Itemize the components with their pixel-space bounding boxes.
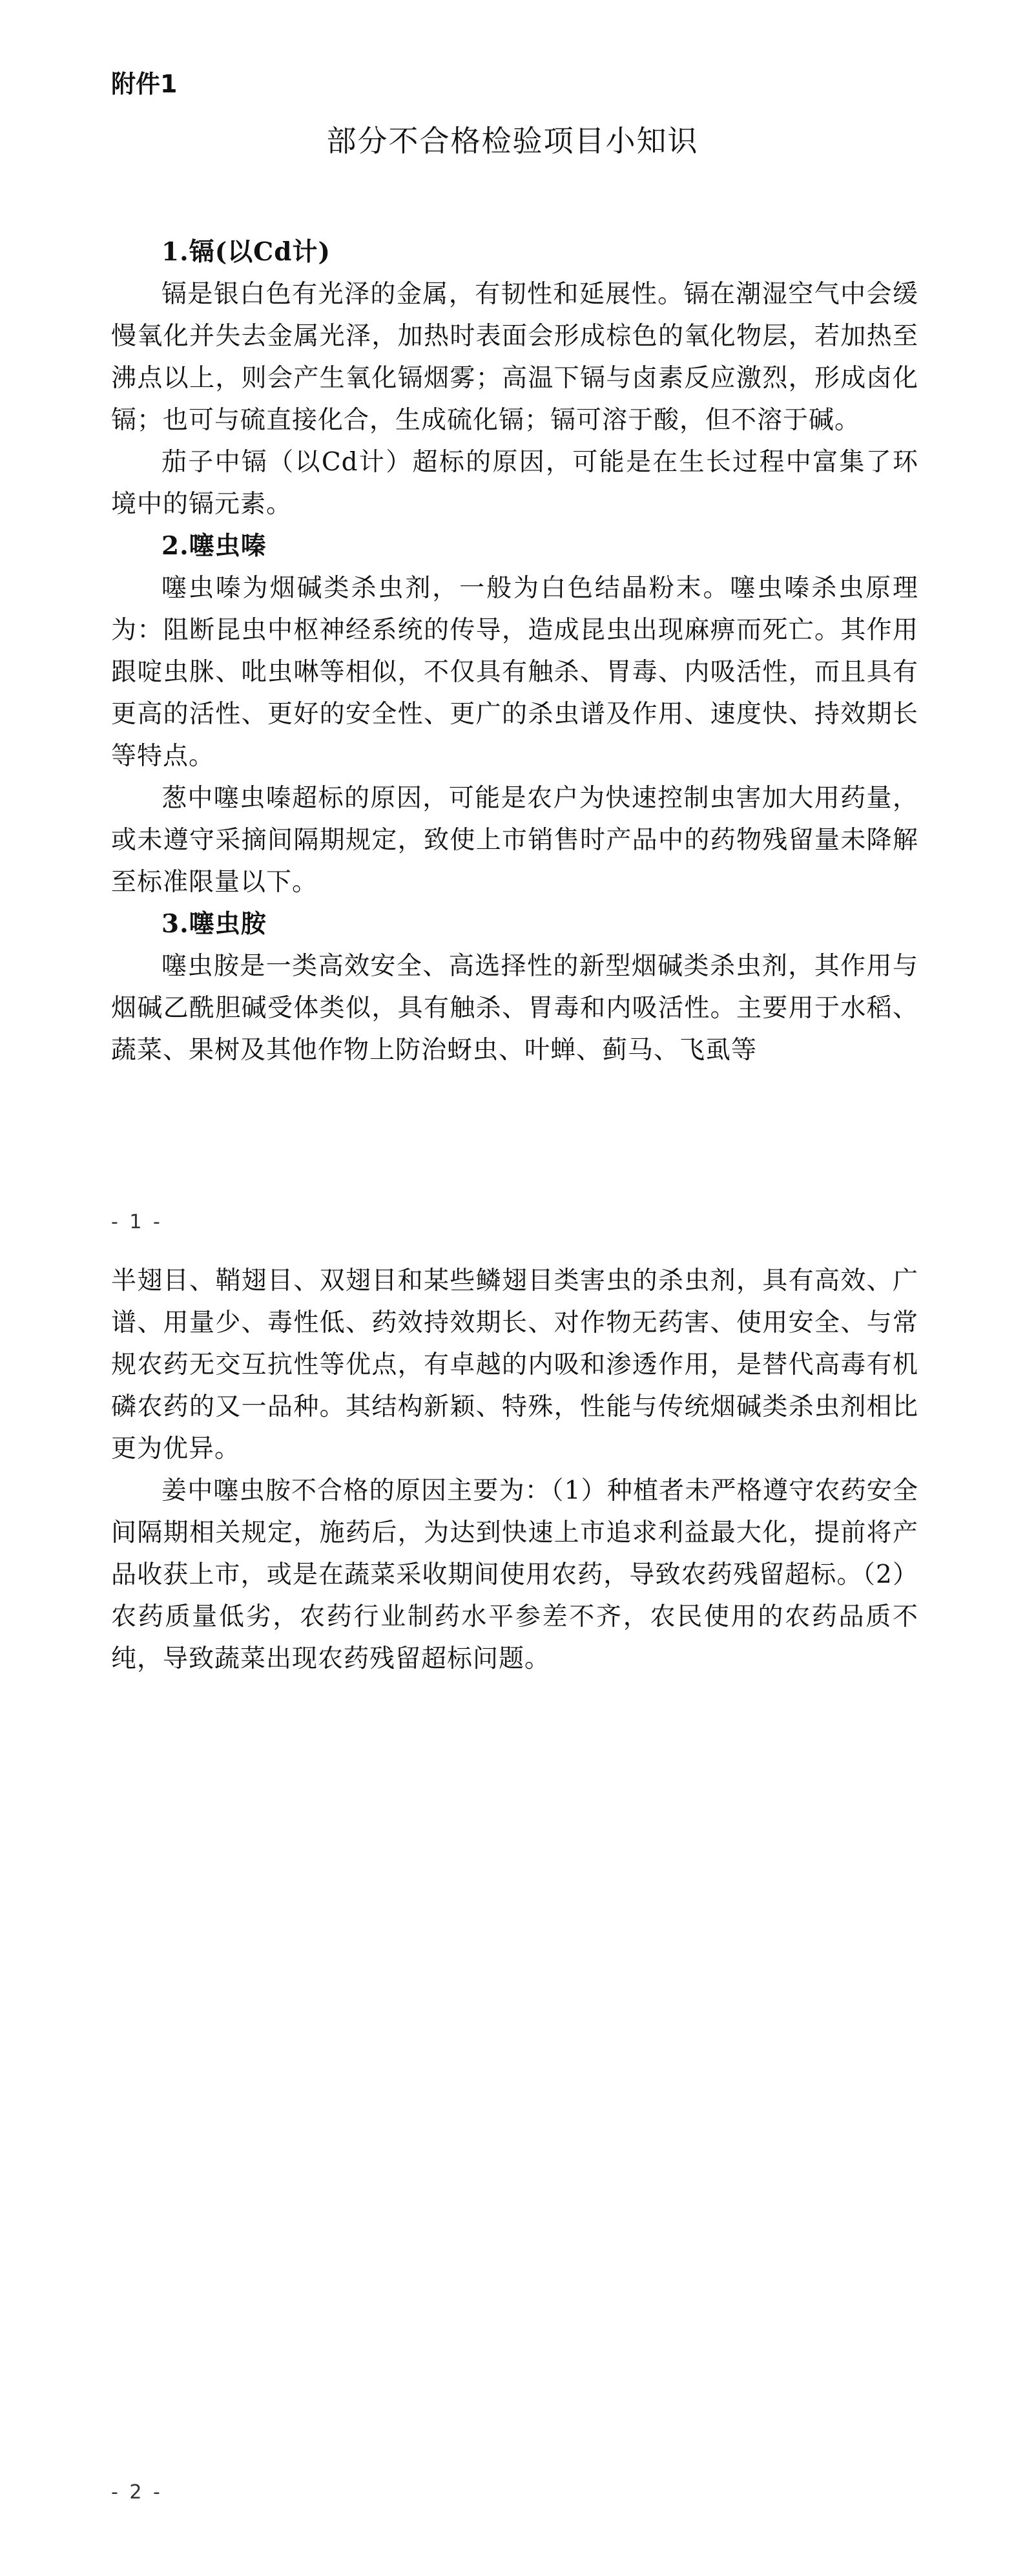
document-title: 部分不合格检验项目小知识 — [326, 123, 699, 158]
section-heading-thiamethoxam: 2.噻虫嗪 — [161, 531, 267, 561]
paragraph-clothianidin-description-start: 噻虫胺是一类高效安全、高选择性的新型烟碱类杀虫剂，其作用与烟碱乙酰胆碱受体类似，具有触杀、胃毒和内吸活性。主要用于水稻、蔬菜、果树及其他作物上防治蚜虫、叶蝉、蓟马、飞虱等 — [111, 952, 918, 1065]
attachment-label: 附件1 — [111, 70, 178, 98]
document-page-1 — [0, 0, 1025, 1260]
paragraph-cadmium-cause: 茄子中镉（以Cd计）超标的原因，可能是在生长过程中富集了环境中的镉元素。 — [111, 448, 918, 519]
paragraph-thiamethoxam-cause: 葱中噻虫嗪超标的原因，可能是农户为快速控制虫害加大用药量，或未遵守采摘间隔期规定，致使上市销售时产品中的药物残留量未降解至标准限量以下。 — [111, 784, 918, 897]
document-page-2 — [0, 1260, 1025, 2576]
section-heading-clothianidin: 3.噻虫胺 — [161, 909, 267, 939]
paragraph-thiamethoxam-description: 噻虫嗪为烟碱类杀虫剂，一般为白色结晶粉末。噻虫嗪杀虫原理为：阻断昆虫中枢神经系统的传导，造成昆虫出现麻痹而死亡。其作用跟啶虫脒、吡虫啉等相似，不仅具有触杀、胃毒、内吸活性，而且具有更高的活性、更好的安全性、更广的杀虫谱及作用、速度快、持效期长等特点。 — [111, 574, 918, 771]
paragraph-cadmium-description: 镉是银白色有光泽的金属，有韧性和延展性。镉在潮湿空气中会缓慢氧化并失去金属光泽，加热时表面会形成棕色的氧化物层，若加热至沸点以上，则会产生氧化镉烟雾；高温下镉与卤素反应激烈，形成卤化镉；也可与硫直接化合，生成硫化镉；镉可溶于酸，但不溶于碱。 — [111, 280, 918, 435]
paragraph-clothianidin-cause: 姜中噻虫胺不合格的原因主要为：（1）种植者未严格遵守农药安全间隔期相关规定，施药后，为达到快速上市追求利益最大化，提前将产品收获上市，或是在蔬菜采收期间使用农药，导致农药残留超标。（2）农药质量低劣，农药行业制药水平参差不齐，农民使用的农药品质不纯，导致蔬菜出现农药残留超标问题。 — [111, 1476, 918, 1673]
page-number-2: - 2 - — [111, 2481, 163, 2504]
document-body-page-1 — [111, 231, 918, 1071]
document-body-page-2 — [111, 1260, 918, 1680]
section-heading-cadmium: 1.镉(以Cd计) — [161, 237, 331, 267]
page-number-1: - 1 - — [111, 1211, 163, 1233]
paragraph-clothianidin-description-end: 半翅目、鞘翅目、双翅目和某些鳞翅目类害虫的杀虫剂，具有高效、广谱、用量少、毒性低、药效持效期长、对作物无药害、使用安全、与常规农药无交互抗性等优点，有卓越的内吸和渗透作用，是替代高毒有机磷农药的又一品种。其结构新颖、特殊，性能与传统烟碱类杀虫剂相比更为优异。 — [111, 1266, 918, 1463]
